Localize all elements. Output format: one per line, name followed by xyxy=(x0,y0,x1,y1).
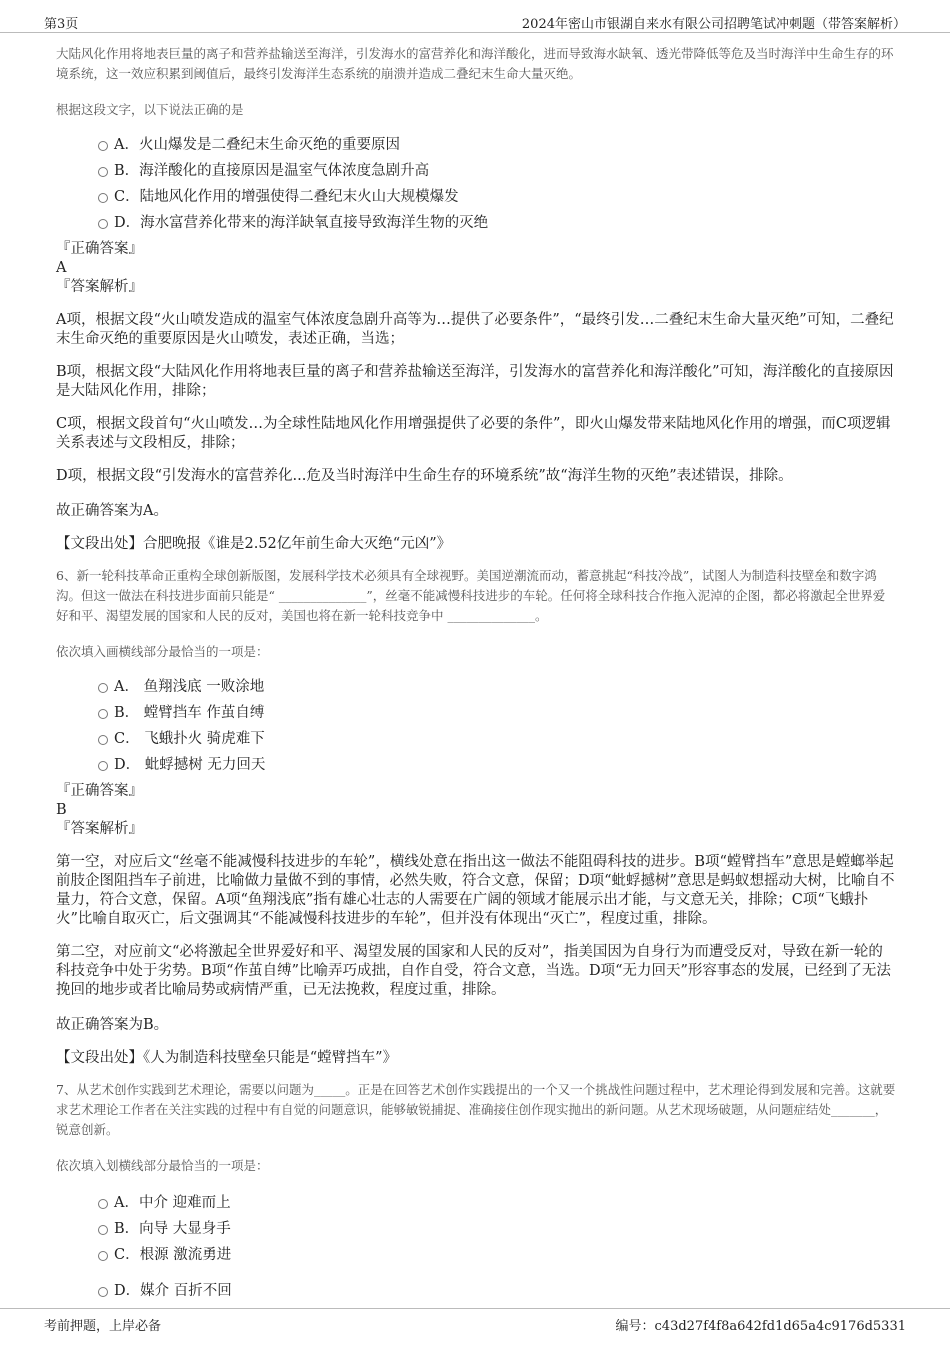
q5-option-a[interactable] xyxy=(56,132,896,158)
radio-icon[interactable] xyxy=(98,219,108,229)
radio-icon[interactable] xyxy=(98,1225,108,1235)
q5-analysis-b: B项，根据文段“大陆风化作用将地表巨量的离子和营养盐输送至海洋，引发海水的富营养化和海洋酸化”可知，海洋酸化的直接原因是大陆风化作用，排除； xyxy=(56,364,894,399)
page-number: 第3页 xyxy=(44,17,79,32)
q5-options xyxy=(56,132,896,236)
q6-source: 【文段出处】《人为制造科技壁垒只能是“螳臂挡车”》 xyxy=(56,1050,398,1066)
q5-analysis-c: C项，根据文段首句“火山喷发…为全球性陆地风化作用增强提供了必要的条件”，即火山爆发带来陆地风化作用的增强，而C项逻辑关系表述与文段相反，排除； xyxy=(56,416,891,451)
document-title: 2024年密山市银湖自来水有限公司招聘笔试冲刺题（带答案解析） xyxy=(521,17,906,32)
q5-answer-label: 『正确答案』 xyxy=(56,241,143,257)
q5-conclusion: 故正确答案为A。 xyxy=(56,503,168,519)
option-label: B． 螳臂挡车 作茧自缚 xyxy=(114,705,265,721)
q5-answer: A xyxy=(56,260,67,276)
option-label: D．媒介 百折不回 xyxy=(114,1283,232,1299)
q7-option-c[interactable] xyxy=(56,1242,896,1268)
option-label: A．火山爆发是二叠纪末生命灭绝的重要原因 xyxy=(114,137,400,153)
document-body xyxy=(56,44,896,1304)
q5-prompt: 根据这段文字，以下说法正确的是 xyxy=(56,102,244,117)
q5-analysis-label: 『答案解析』 xyxy=(56,279,143,295)
page-header xyxy=(0,0,950,33)
option-label: C．陆地风化作用的增强使得二叠纪末火山大规模爆发 xyxy=(114,189,459,205)
page-footer xyxy=(0,1308,950,1346)
q6-conclusion: 故正确答案为B。 xyxy=(56,1017,169,1033)
q6-option-a[interactable] xyxy=(56,674,896,700)
q6-option-b[interactable] xyxy=(56,700,896,726)
q5-source: 【文段出处】合肥晚报《谁是2.52亿年前生命大灭绝“元凶”》 xyxy=(56,536,452,552)
radio-icon[interactable] xyxy=(98,683,108,693)
option-label: C．根源 激流勇进 xyxy=(114,1247,232,1263)
q7-option-b[interactable] xyxy=(56,1216,896,1242)
radio-icon[interactable] xyxy=(98,1287,108,1297)
q7-prompt: 依次填入划横线部分最恰当的一项是： xyxy=(56,1158,269,1173)
q6-analysis-blank2: 第二空，对应前文“必将激起全世界爱好和平、渴望发展的国家和人民的反对”，指美国因为自身行为而遭受反对，导致在新一轮的科技竞争中处于劣势。B项“作茧自缚”比喻弄巧成拙，自作自受，符合文意，当选。D项“无力回天”形容事态的发展，已经到了无法挽回的地步或者比喻局势或病情严重，已无法挽救，程度过重，排除。 xyxy=(56,944,891,998)
option-label: D． 蚍蜉撼树 无力回天 xyxy=(114,757,266,773)
q6-options xyxy=(56,674,896,778)
q6-analysis-blank1: 第一空，对应后文“丝毫不能减慢科技进步的车轮”，横线处意在指出这一做法不能阻碍科技的进步。B项“螳臂挡车”意思是螳螂举起前肢企图阻挡车子前进，比喻做力量做不到的事情，必然失败，符合文意，保留；D项“蚍蜉撼树”意思是蚂蚁想摇动大树，比喻自不量力，符合文意，保留。A项“鱼翔浅底”指有雄心壮志的人需要在广阔的领域才能展示出才能，与文意无关，排除；C项“飞蛾扑火”比喻自取灭亡，后文强调其“不能减慢科技进步的车轮”，但并没有体现出“灭亡”，程度过重，排除。 xyxy=(56,854,895,927)
q6-answer-label: 『正确答案』 xyxy=(56,783,143,799)
q5-analysis-a: A项，根据文段“火山喷发造成的温室气体浓度急剧升高等为…提供了必要条件”，“最终引发…二叠纪末生命大量灭绝”可知，二叠纪末生命灭绝的重要原因是火山喷发，表述正确，当选； xyxy=(56,312,894,347)
q5-option-b[interactable] xyxy=(56,158,896,184)
radio-icon[interactable] xyxy=(98,1199,108,1209)
footer-slogan: 考前押题，上岸必备 xyxy=(44,1319,162,1334)
q6-option-c[interactable] xyxy=(56,726,896,752)
option-label: D．海水富营养化带来的海洋缺氧直接导致海洋生物的灭绝 xyxy=(114,215,489,231)
q7-passage: 7、从艺术创作实践到艺术理论，需要以问题为_____。正是在回答艺术创作实践提出的一个又一个挑战性问题过程中，艺术理论得到发展和完善。这就要求艺术理论工作者在关注实践的过程中有自觉的问题意识，能够敏锐捕捉、准确接住创作现实抛出的新问题。从艺术现场破题，从问题症结处_______，锐意创新。 xyxy=(56,1082,896,1137)
radio-icon[interactable] xyxy=(98,709,108,719)
option-label: A． 鱼翔浅底 一败涂地 xyxy=(114,679,265,695)
q7-options xyxy=(56,1190,896,1304)
option-label: A．中介 迎难而上 xyxy=(114,1195,231,1211)
radio-icon[interactable] xyxy=(98,167,108,177)
radio-icon[interactable] xyxy=(98,1251,108,1261)
q5-option-d[interactable] xyxy=(56,210,896,236)
option-label: C． 飞蛾扑火 骑虎难下 xyxy=(114,731,265,747)
radio-icon[interactable] xyxy=(98,761,108,771)
radio-icon[interactable] xyxy=(98,193,108,203)
q7-option-a[interactable] xyxy=(56,1190,896,1216)
radio-icon[interactable] xyxy=(98,735,108,745)
document-id: 编号：c43d27f4f8a642fd1d65a4c9176d5331 xyxy=(615,1319,906,1334)
q6-passage: 6、新一轮科技革命正重构全球创新版图，发展科学技术必须具有全球视野。美国逆潮流而动，蓄意挑起“科技冷战”，试图人为制造科技壁垒和数字鸿沟。但这一做法在科技进步面前只能是“ ______________”，丝毫不能减慢科技进步的车轮。任何将全球科技合作拖入泥淖的企图，都必将激起全世界爱好和平、渴望发展的国家和人民的反对，美国也将在新一轮科技竞争中 ______________。 xyxy=(56,568,886,623)
option-label: B．向导 大显身手 xyxy=(114,1221,231,1237)
q6-analysis-label: 『答案解析』 xyxy=(56,821,143,837)
q7-option-d[interactable] xyxy=(56,1278,896,1304)
q6-answer: B xyxy=(56,802,67,818)
q5-option-c[interactable] xyxy=(56,184,896,210)
q6-prompt: 依次填入画横线部分最恰当的一项是： xyxy=(56,644,269,659)
q6-option-d[interactable] xyxy=(56,752,896,778)
q5-analysis-d: D项，根据文段“引发海水的富营养化...危及当时海洋中生命生存的环境系统”故“海洋生物的灭绝”表述错误，排除。 xyxy=(56,468,793,484)
q5-passage: 大陆风化作用将地表巨量的离子和营养盐输送至海洋，引发海水的富营养化和海洋酸化，进而导致海水缺氧、透光带降低等危及当时海洋中生命生存的环境系统，这一效应积累到阈值后，最终引发海洋生态系统的崩溃并造成二叠纪末生命大量灭绝。 xyxy=(56,46,894,81)
option-label: B．海洋酸化的直接原因是温室气体浓度急剧升高 xyxy=(114,163,430,179)
radio-icon[interactable] xyxy=(98,141,108,151)
